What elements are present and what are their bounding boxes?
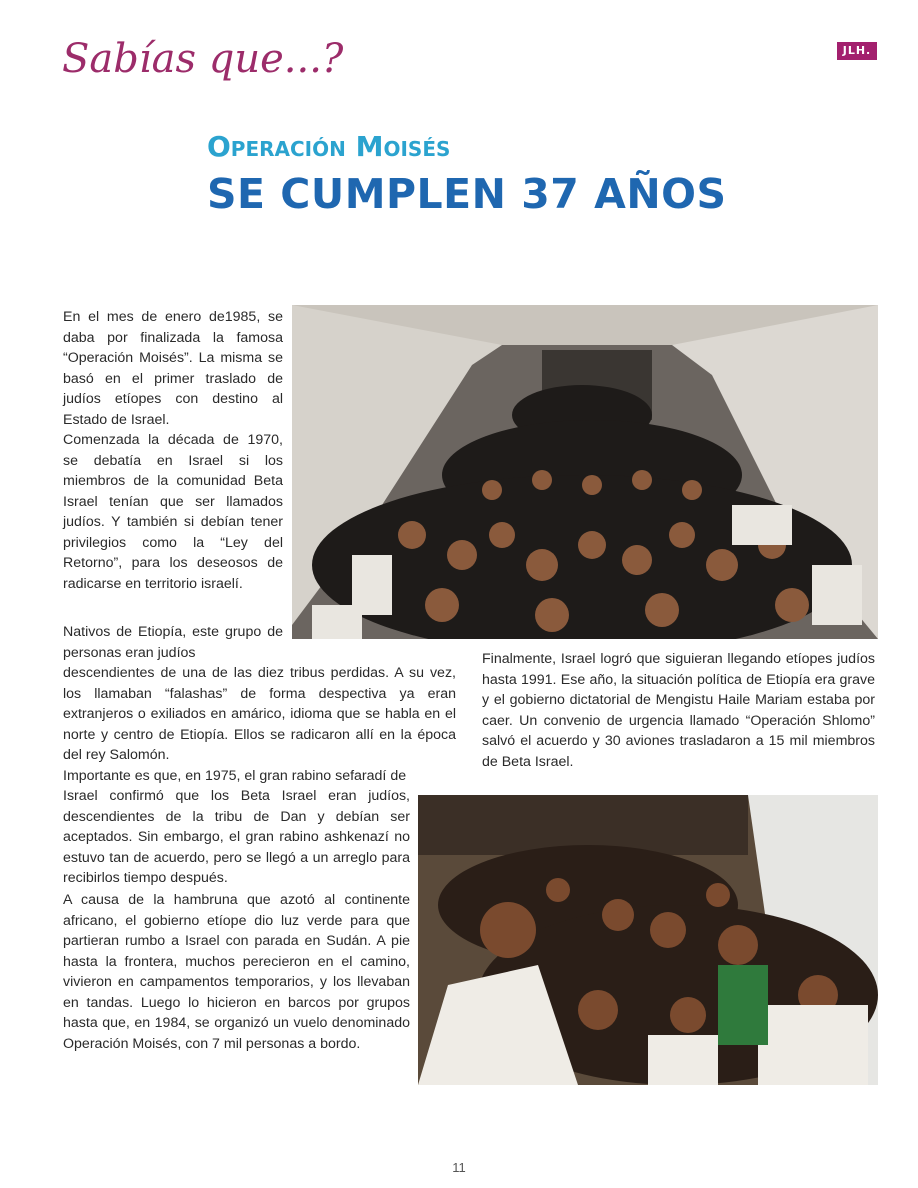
airplane-cabin-photo (292, 305, 878, 639)
article-paragraph: Israel confirmó que los Beta Israel eran judíos, descendientes de la tribu de Dan y debían ser aceptados. Sin embargo, el gran rabino ashkenazí no estuvo tan de acuerdo, pero se llegó a un arreglo para recibirlos tiempo después. (63, 788, 410, 886)
article-kicker: Operación Moisés (207, 130, 451, 163)
family-airplane-photo (418, 795, 878, 1085)
section-title: Sabías que...? (62, 36, 344, 82)
page-number: 11 (452, 1160, 466, 1175)
article-paragraph: Comenzada la década de 1970, se debatía en Israel si los miembros de la comunidad Beta Israel tenían que ser llamados judíos. Y también si debían tener privilegios como la “Ley del Retorno”, para los deseosos de radicarse en territorio israelí. (63, 432, 283, 592)
article-paragraph: descendientes de una de las diez tribus perdidas. A su vez, los llamaban “falashas” de forma despectiva ya eran extranjeros o exiliados en amárico, idioma que se habla en el norte y centro de Etiopía. Ellos se radicaron allí en la época del rey Salomón. (63, 665, 456, 763)
article-paragraph: A causa de la hambruna que azotó al continente africano, el gobierno etíope dio luz verde para que partieran rumbo a Israel con parada en Sudán. A pie hasta la frontera, muchos perecieron en el camino, vivieron en campamentos temporarios, y los llevaban en tandas. Luego lo hicieron en barcos por grupos hasta que, en 1984, se organizó un vuelo denominado Operación Moisés, con 7 mil personas a bordo. (63, 892, 410, 1052)
article-paragraph: Nativos de Etiopía, este grupo de personas eran judíos (63, 624, 283, 661)
article-paragraph: Importante es que, en 1975, el gran rabino sefaradí de (63, 768, 407, 784)
magazine-badge: JLH. (837, 42, 877, 60)
article-paragraph: Finalmente, Israel logró que siguieran llegando etíopes judíos hasta 1991. Ese año, la situación política de Etiopía era grave y el gobierno dictatorial de Mengistu Haile Mariam estaba por caer. Un convenio de urgencia llamado “Operación Shlomo” salvó el acuerdo y 30 aviones trasladaron a 15 mil miembros de Beta Israel. (482, 651, 875, 770)
article-paragraph: En el mes de enero de1985, se daba por finalizada la famosa “Operación Moisés”. La misma se basó en el primer traslado de judíos etíopes con destino al Estado de Israel. (63, 309, 283, 428)
article-headline: SE CUMPLEN 37 AÑOS (207, 170, 727, 218)
